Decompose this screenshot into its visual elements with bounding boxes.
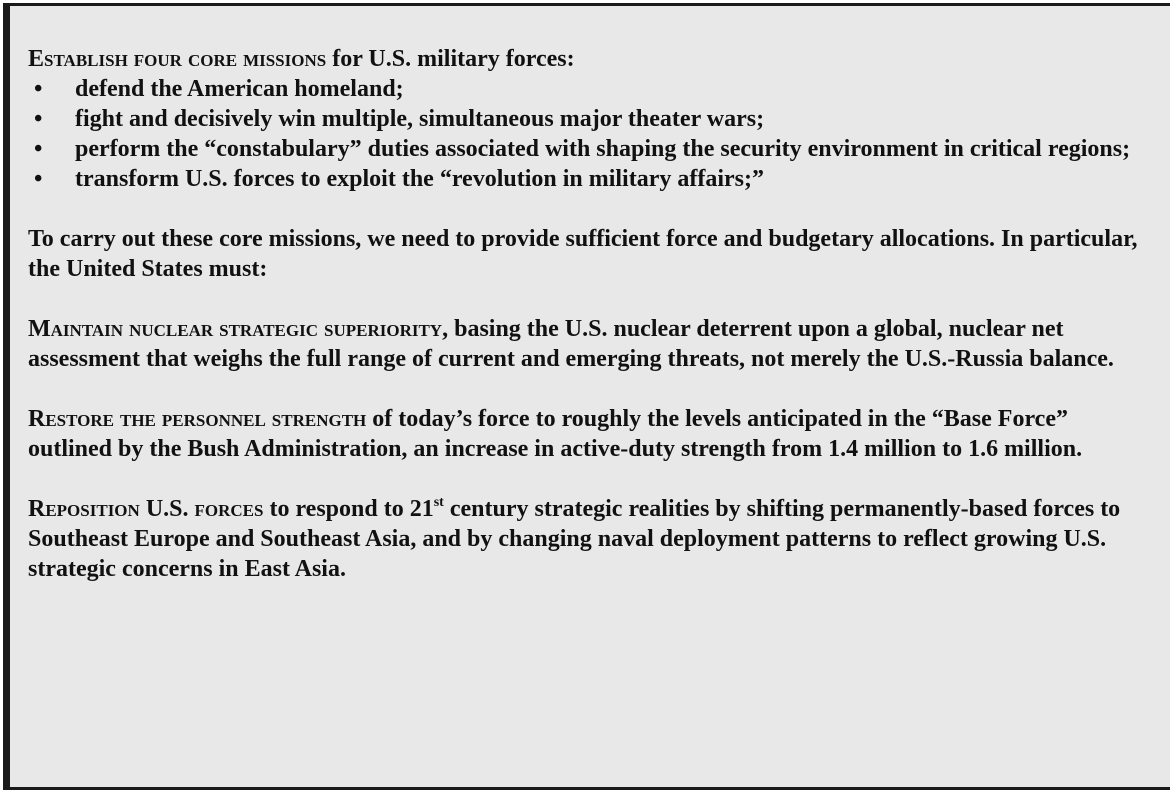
mission-text: fight and decisively win multiple, simultaneous major theater wars; — [75, 106, 765, 132]
nuclear-lead: Maintain nuclear strategic superiority — [28, 316, 443, 342]
nuclear-rest: , basing the U.S. nuclear deterrent upon a global, nuclear net assessment that weighs the full range of current and emerging threats, not merely the U.S.-Russia balance. — [28, 316, 1114, 372]
bullet-icon: • — [34, 106, 43, 132]
personnel-rest: of today’s force to roughly the levels anticipated in the “Base Force” outlined by the Bush Administration, an increase in active-duty strength from 1.4 million to 1.6 million. — [28, 406, 1083, 462]
mission-text: transform U.S. forces to exploit the “revolution in military affairs;” — [75, 166, 765, 192]
transition-paragraph: To carry out these core missions, we need to provide sufficient force and budgetary allocations. In particular, the United States must: — [28, 226, 1138, 282]
bullet-icon: • — [34, 76, 43, 102]
bullet-icon: • — [34, 166, 43, 192]
list-item — [28, 74, 1156, 104]
reposition-lead-a: Reposition — [28, 496, 140, 522]
intro-heading — [28, 44, 1156, 74]
reposition-lead-b: U.S. — [139, 496, 195, 522]
ordinal-suffix: st — [433, 495, 444, 510]
bullet-icon: • — [34, 136, 43, 162]
text-box — [3, 3, 1170, 790]
personnel-lead: Restore the personnel strength — [28, 406, 367, 432]
mission-text: defend the American homeland; — [75, 76, 404, 102]
mission-text: perform the “constabulary” duties associated with shaping the security environment in critical regions; — [75, 136, 1131, 162]
list-item — [28, 164, 1156, 194]
reposition-lead-c: forces — [194, 496, 264, 522]
reposition-paragraph — [28, 494, 1156, 584]
intro-rest: for U.S. military forces: — [326, 46, 575, 72]
intro-lead: Establish four core missions — [28, 46, 327, 72]
personnel-paragraph — [28, 404, 1156, 464]
nuclear-paragraph — [28, 314, 1156, 374]
reposition-text-b: century strategic realities by shifting permanently-based forces to Southeast Europe and Southeast Asia, and by changing naval deployment patterns to reflect growing U.S. strategic concerns in East Asia. — [28, 496, 1121, 582]
list-item — [28, 134, 1156, 164]
list-item — [28, 104, 1156, 134]
missions-list — [28, 74, 1156, 194]
reposition-text-a: to respond to 21 — [263, 496, 434, 522]
